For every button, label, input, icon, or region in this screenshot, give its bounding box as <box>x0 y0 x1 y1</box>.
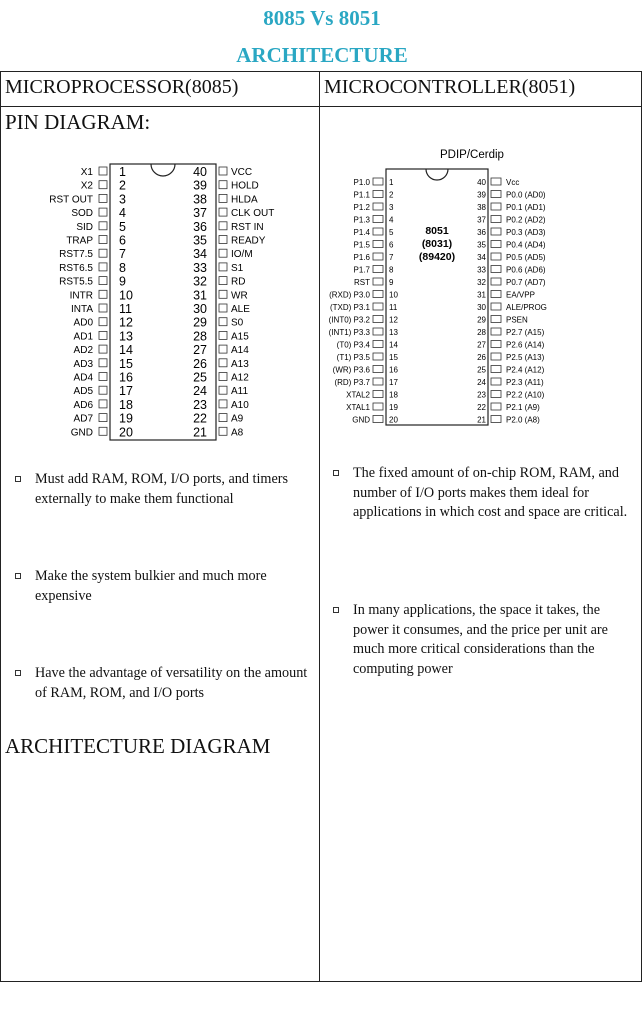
pin-box <box>219 386 227 394</box>
pin-number-left: 4 <box>119 206 126 221</box>
pin-number-right: 26 <box>477 353 486 362</box>
left-bullet-2: Make the system bulkier and much more expensive <box>15 567 310 606</box>
pin-box <box>219 222 227 230</box>
pin-name-right: P2.3 (A11) <box>506 378 544 387</box>
pin-number-left: 6 <box>389 240 394 250</box>
pin-box <box>491 341 501 348</box>
pin-box <box>99 263 107 271</box>
pin-box <box>491 403 501 410</box>
pin-number-left: 3 <box>119 192 126 207</box>
pin-name-right: P0.2 (AD2) <box>506 215 546 225</box>
pin-number-right: 37 <box>193 206 207 221</box>
pin-diagram-heading: PIN DIAGRAM: <box>5 110 151 134</box>
pin-number-right: 38 <box>193 192 207 207</box>
pin-box <box>491 216 501 223</box>
pin-box <box>373 266 383 273</box>
pin-number-right: 27 <box>477 340 486 350</box>
pin-number-left: 19 <box>389 403 398 412</box>
pin-box <box>99 194 107 202</box>
pin-name-left: AD7 <box>73 413 93 425</box>
pin-box <box>491 366 501 373</box>
pin-number-right: 37 <box>477 215 486 225</box>
pin-name-right: P0.3 (AD3) <box>506 228 546 237</box>
right-bullet-2: In many applications, the space it takes, the power it consumes, and the price per unit are much more critical considerations than the computing power <box>333 601 637 679</box>
pin-name-right: P2.7 (A15) <box>506 328 545 337</box>
pin-name-right: PSEN <box>506 315 528 325</box>
pin-name-right: P2.1 (A9) <box>506 403 540 412</box>
pin-box <box>373 328 383 335</box>
pin-number-right: 40 <box>477 178 486 187</box>
pin-box <box>491 316 501 323</box>
pin-number-left: 19 <box>119 411 133 426</box>
pin-number-left: 13 <box>389 328 398 337</box>
pin-number-right: 38 <box>477 203 486 212</box>
pin-name-right: HLDA <box>231 194 258 206</box>
pin-number-right: 28 <box>193 329 207 344</box>
architecture-diagram-heading: ARCHITECTURE DIAGRAM <box>5 734 271 758</box>
pin-name-right: S0 <box>231 317 244 329</box>
pin-name-left: (T0) P3.4 <box>336 340 370 350</box>
pin-box <box>219 304 227 312</box>
pin-name-left: AD2 <box>73 345 93 357</box>
pin-box <box>219 181 227 189</box>
chip-label-line-2: (8031) <box>421 238 453 250</box>
pin-box <box>99 249 107 257</box>
left-bullet-3: Have the advantage of versatility on the amount of RAM, ROM, and I/O ports <box>15 664 310 703</box>
pin-name-right: IO/M <box>231 249 253 261</box>
package-label: PDIP/Cerdip <box>440 149 504 161</box>
pin-number-right: 30 <box>193 302 207 316</box>
pin-number-left: 18 <box>389 390 398 400</box>
pin-name-left: X1 <box>80 167 93 178</box>
pin-box <box>491 241 501 248</box>
pin-box <box>99 331 107 339</box>
pin-box <box>491 328 501 335</box>
pin-number-left: 13 <box>119 329 133 344</box>
right-bullet-1: The fixed amount of on-chip ROM, RAM, and number of I/O ports makes them ideal for applications in which cost and space are critical. <box>333 464 637 523</box>
pin-number-right: 34 <box>477 253 486 262</box>
pin-name-right: A13 <box>231 358 249 370</box>
pin-box <box>373 303 383 310</box>
pin-name-left: RST6.5 <box>59 262 93 274</box>
pin-box <box>99 318 107 326</box>
pin-number-left: 5 <box>119 219 126 234</box>
pin-box <box>99 373 107 381</box>
pin-name-left: SID <box>76 221 93 233</box>
pin-number-right: 25 <box>193 370 207 385</box>
pin-name-left: RST OUT <box>49 194 93 206</box>
pin-box <box>491 191 501 198</box>
chip-label-line-1: 8051 <box>425 225 449 237</box>
pin-number-left: 8 <box>389 265 394 275</box>
chip-body-8051 <box>386 169 488 425</box>
pin-name-right: P0.5 (AD5) <box>506 253 546 262</box>
pin-box <box>491 253 501 260</box>
pin-box <box>373 378 383 385</box>
pin-box <box>99 181 107 189</box>
chip-notch-8085 <box>151 164 175 176</box>
pin-box <box>219 167 227 175</box>
pin-number-left: 11 <box>119 302 132 316</box>
pin-number-right: 24 <box>477 378 486 387</box>
column-divider <box>319 72 320 981</box>
pin-name-left: TRAP <box>66 235 93 247</box>
pin-box <box>491 416 501 423</box>
pin-box <box>373 278 383 285</box>
pin-number-right: 34 <box>193 247 207 262</box>
pin-box <box>373 228 383 235</box>
title-line-1: 8085 Vs 8051 <box>263 6 381 30</box>
pin-box <box>373 316 383 323</box>
pin-number-left: 2 <box>389 190 394 200</box>
pin-name-left: RST7.5 <box>59 249 93 261</box>
pin-number-right: 31 <box>477 290 486 300</box>
pin-box <box>219 345 227 353</box>
pin-name-right: RD <box>231 276 246 288</box>
pin-box <box>99 167 107 175</box>
pin-name-left: (RXD) P3.0 <box>329 290 370 300</box>
pin-name-right: A9 <box>231 413 244 425</box>
pin-name-left: P1.3 <box>353 215 370 225</box>
pin-box <box>99 208 107 216</box>
pin-number-left: 18 <box>119 397 133 412</box>
pin-number-right: 35 <box>477 240 486 250</box>
pin-name-left: (TXD) P3.1 <box>329 303 370 312</box>
pin-number-right: 27 <box>193 343 207 358</box>
pin-name-left: RST <box>354 278 370 287</box>
pin-box <box>373 341 383 348</box>
pin-number-right: 24 <box>193 384 207 399</box>
pin-box <box>99 345 107 353</box>
pin-number-left: 17 <box>389 378 398 387</box>
pin-number-left: 12 <box>119 315 133 330</box>
bullet-square-icon <box>333 607 339 613</box>
pin-box <box>99 427 107 435</box>
pin-name-left: (RD) P3.7 <box>334 378 370 387</box>
pin-name-right: ALE/PROG <box>506 303 547 312</box>
pin-box <box>491 353 501 360</box>
header-microprocessor: MICROPROCESSOR(8085) <box>5 76 239 98</box>
pin-box <box>99 414 107 422</box>
pin-box <box>373 216 383 223</box>
pin-box <box>219 373 227 381</box>
pin-name-left: (WR) P3.6 <box>332 365 370 375</box>
pin-number-right: 36 <box>477 228 486 237</box>
pin-number-right: 26 <box>193 356 207 371</box>
pin-name-left: P1.6 <box>353 253 370 262</box>
pin-number-right: 40 <box>193 165 207 179</box>
pin-name-right: RST IN <box>231 221 264 233</box>
pin-box <box>373 366 383 373</box>
pin-name-left: GND <box>352 415 370 425</box>
pin-box <box>373 203 383 210</box>
pin-box <box>373 353 383 360</box>
pin-name-right: A8 <box>231 427 244 439</box>
pin-number-left: 3 <box>389 203 394 212</box>
header-divider <box>1 106 641 107</box>
pin-number-left: 16 <box>119 370 133 385</box>
pin-box <box>99 304 107 312</box>
pin-box <box>373 416 383 423</box>
pin-name-left: P1.4 <box>353 228 370 237</box>
pin-box <box>219 194 227 202</box>
pin-number-left: 12 <box>389 315 398 325</box>
pin-box <box>373 253 383 260</box>
pin-name-left: AD0 <box>73 317 93 329</box>
left-bullet-1: Must add RAM, ROM, I/O ports, and timers externally to make them functional <box>15 470 310 509</box>
pin-name-right: P0.7 (AD7) <box>506 278 546 287</box>
pin-name-right: P0.0 (AD0) <box>506 190 546 200</box>
pin-name-right: A12 <box>231 372 249 384</box>
pin-name-right: READY <box>231 235 266 247</box>
bullet-square-icon <box>15 573 21 579</box>
bullet-square-icon <box>15 476 21 482</box>
pin-number-left: 1 <box>389 178 394 187</box>
pin-number-left: 10 <box>389 290 398 300</box>
pin-number-right: 29 <box>477 315 486 325</box>
pin-name-right: WR <box>231 290 248 302</box>
pin-box <box>99 290 107 298</box>
pin-name-left: (INT0) P3.2 <box>328 315 370 325</box>
pin-number-right: 23 <box>193 397 207 412</box>
pin-number-left: 15 <box>119 356 133 371</box>
pin-number-left: 9 <box>389 278 394 287</box>
pin-box <box>373 391 383 398</box>
chip-label-line-3: (89420) <box>418 251 456 263</box>
pin-box <box>219 359 227 367</box>
pin-number-right: 22 <box>193 411 207 426</box>
pin-number-left: 14 <box>389 340 398 350</box>
pin-number-left: 20 <box>119 425 133 440</box>
pin-number-right: 31 <box>193 288 207 303</box>
pin-number-right: 29 <box>193 315 207 330</box>
pin-name-left: SOD <box>71 208 93 220</box>
pin-box <box>99 400 107 408</box>
pin-name-left: P1.5 <box>353 240 370 250</box>
pin-name-left: INTA <box>70 304 93 315</box>
pin-number-right: 22 <box>477 403 486 412</box>
pin-number-right: 23 <box>477 390 486 400</box>
comparison-table <box>0 71 642 982</box>
pin-box <box>491 291 501 298</box>
pin-number-left: 8 <box>119 260 126 275</box>
pin-box <box>219 249 227 257</box>
pin-number-left: 20 <box>389 415 398 425</box>
pin-box <box>219 400 227 408</box>
pin-number-right: 30 <box>477 303 486 312</box>
pin-name-left: (T1) P3.5 <box>336 353 370 362</box>
pin-number-right: 33 <box>193 260 207 275</box>
pin-name-right: P0.4 (AD4) <box>506 240 546 250</box>
pin-number-left: 9 <box>119 274 126 289</box>
pin-name-left: P1.0 <box>353 178 370 187</box>
pin-box <box>491 203 501 210</box>
pin-box <box>373 241 383 248</box>
pin-box <box>491 378 501 385</box>
pin-name-right: P2.2 (A10) <box>506 390 545 400</box>
pin-number-left: 15 <box>389 353 398 362</box>
pin-box <box>99 277 107 285</box>
pin-box <box>373 291 383 298</box>
pin-box <box>99 236 107 244</box>
pin-box <box>219 427 227 435</box>
pin-number-left: 2 <box>119 178 126 193</box>
pin-name-right: S1 <box>231 262 244 274</box>
pin-number-left: 14 <box>119 343 133 358</box>
pin-name-left: INTR <box>69 290 93 302</box>
pin-number-right: 35 <box>193 233 207 248</box>
pin-box <box>99 386 107 394</box>
pin-name-right: P2.5 (A13) <box>506 353 545 362</box>
pin-number-left: 4 <box>389 215 394 225</box>
pin-number-right: 32 <box>193 274 207 289</box>
pin-box <box>99 359 107 367</box>
pin-name-right: P2.0 (A8) <box>506 415 540 425</box>
pin-number-right: 33 <box>477 265 486 275</box>
pin-number-left: 10 <box>119 288 133 303</box>
pin-diagram-8051 <box>326 142 638 432</box>
pin-name-right: Vcc <box>506 178 520 187</box>
pin-box <box>491 228 501 235</box>
chip-notch-8051 <box>426 169 448 180</box>
pin-box <box>219 208 227 216</box>
title-line-2: ARCHITECTURE <box>236 43 408 67</box>
pin-name-left: P1.1 <box>353 190 370 200</box>
pin-number-left: 7 <box>119 247 126 262</box>
pin-name-right: P2.6 (A14) <box>506 340 545 350</box>
pin-name-left: AD4 <box>73 372 93 384</box>
pin-box <box>373 191 383 198</box>
pin-number-right: 36 <box>193 219 207 234</box>
pin-box <box>491 178 501 185</box>
pin-number-right: 25 <box>477 365 486 375</box>
pin-box <box>491 278 501 285</box>
pin-number-left: 11 <box>389 303 398 312</box>
pin-name-left: RST5.5 <box>59 276 93 288</box>
pin-box <box>491 266 501 273</box>
pin-number-right: 28 <box>477 328 486 337</box>
pin-number-right: 21 <box>193 425 207 440</box>
pin-box <box>491 303 501 310</box>
pin-number-left: 17 <box>119 384 133 399</box>
pin-box <box>219 236 227 244</box>
pin-name-right: P0.1 (AD1) <box>506 203 546 212</box>
pin-number-right: 32 <box>477 278 486 287</box>
pin-name-left: AD1 <box>73 331 93 343</box>
pin-name-left: AD6 <box>73 399 93 411</box>
pin-name-right: A11 <box>231 386 249 398</box>
pin-name-left: AD5 <box>73 386 93 398</box>
pin-name-left: AD3 <box>73 358 93 370</box>
pin-number-right: 21 <box>477 415 486 425</box>
pin-box <box>219 318 227 326</box>
pin-name-right: A15 <box>231 331 249 343</box>
pin-box <box>219 277 227 285</box>
pin-name-right: VCC <box>231 167 253 178</box>
pin-box <box>219 263 227 271</box>
pin-box <box>373 403 383 410</box>
pin-name-right: ALE <box>231 304 250 315</box>
pin-number-left: 7 <box>389 253 394 262</box>
pin-box <box>99 222 107 230</box>
pin-number-left: 16 <box>389 365 398 375</box>
pin-box <box>219 290 227 298</box>
pin-box <box>219 414 227 422</box>
pin-name-right: EA/VPP <box>506 290 535 300</box>
pin-name-right: CLK OUT <box>231 208 275 220</box>
header-microcontroller: MICROCONTROLLER(8051) <box>324 76 576 98</box>
bullet-square-icon <box>15 670 21 676</box>
pin-name-right: A14 <box>231 345 249 357</box>
pin-name-left: (INT1) P3.3 <box>328 328 370 337</box>
bullet-square-icon <box>333 470 339 476</box>
pin-name-right: P2.4 (A12) <box>506 365 545 375</box>
pin-name-left: P1.7 <box>353 265 370 275</box>
pin-number-left: 6 <box>119 233 126 248</box>
pin-name-left: GND <box>70 427 93 439</box>
pin-name-left: XTAL2 <box>346 390 370 400</box>
pin-name-left: X2 <box>80 180 93 192</box>
pin-diagram-8085 <box>41 157 311 447</box>
pin-name-right: A10 <box>231 399 249 411</box>
pin-name-right: P0.6 (AD6) <box>506 265 546 275</box>
pin-number-right: 39 <box>477 190 486 200</box>
pin-box <box>219 331 227 339</box>
pin-name-left: P1.2 <box>353 203 370 212</box>
pin-number-left: 5 <box>389 228 394 237</box>
pin-number-right: 39 <box>193 178 207 193</box>
pin-number-left: 1 <box>119 165 126 179</box>
pin-box <box>491 391 501 398</box>
pin-box <box>373 178 383 185</box>
pin-name-left: XTAL1 <box>346 403 370 412</box>
pin-name-right: HOLD <box>231 180 259 192</box>
